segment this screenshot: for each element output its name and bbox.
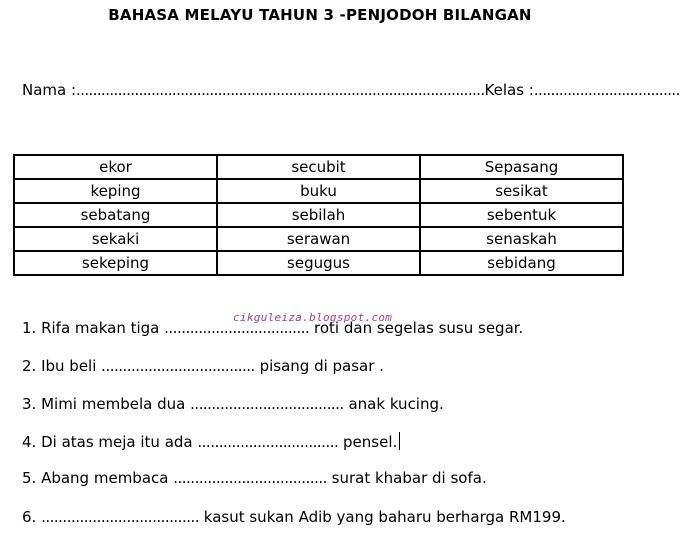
question-text: 4. Di atas meja itu ada bbox=[22, 433, 198, 451]
question-text: 3. Mimi membela dua bbox=[22, 395, 191, 413]
table-cell: buku bbox=[217, 179, 420, 203]
question-text: anak kucing. bbox=[343, 395, 444, 413]
word-bank-table bbox=[13, 154, 624, 276]
question-text: pisang di pasar . bbox=[254, 357, 384, 375]
table-cell: serawan bbox=[217, 227, 420, 251]
table-cell: sebidang bbox=[420, 251, 623, 275]
question-text: kasut sukan Adib yang baharu berharga RM199. bbox=[199, 508, 566, 526]
text-cursor bbox=[399, 432, 400, 450]
worksheet-title: BAHASA MELAYU TAHUN 3 -PENJODOH BILANGAN bbox=[108, 6, 532, 24]
table-cell: senaskah bbox=[420, 227, 623, 251]
blog-watermark: cikguleiza.blogspot.com bbox=[233, 311, 393, 324]
question-4 bbox=[22, 432, 400, 451]
name-blank: .................................................................................................. bbox=[76, 81, 485, 99]
question-1 bbox=[22, 319, 523, 337]
question-text: 2. Ibu beli bbox=[22, 357, 102, 375]
question-text: 6. bbox=[22, 508, 42, 526]
question-2 bbox=[22, 357, 384, 375]
table-cell: sebentuk bbox=[420, 203, 623, 227]
name-class-row bbox=[22, 81, 680, 99]
question-6 bbox=[22, 508, 566, 526]
question-text: 5. Abang membaca bbox=[22, 469, 174, 487]
table-row bbox=[14, 155, 623, 179]
answer-blank: .................................... bbox=[101, 357, 255, 375]
table-row bbox=[14, 251, 623, 275]
question-3 bbox=[22, 395, 444, 413]
table-row bbox=[14, 179, 623, 203]
name-label: Nama : bbox=[22, 81, 77, 99]
table-cell: sebilah bbox=[217, 203, 420, 227]
answer-blank: ..................................... bbox=[41, 508, 200, 526]
table-cell: keping bbox=[14, 179, 217, 203]
question-text: roti dan segelas susu segar. bbox=[309, 319, 524, 337]
answer-blank: .................................... bbox=[173, 469, 327, 487]
answer-blank: .................................. bbox=[164, 319, 310, 337]
class-blank: ................................... bbox=[533, 81, 680, 99]
answer-blank: ................................. bbox=[197, 433, 339, 451]
table-cell: secubit bbox=[217, 155, 420, 179]
table-cell: segugus bbox=[217, 251, 420, 275]
table-row bbox=[14, 203, 623, 227]
table-cell: sekaki bbox=[14, 227, 217, 251]
table-cell: sekeping bbox=[14, 251, 217, 275]
table-cell: sebatang bbox=[14, 203, 217, 227]
question-text: surat khabar di sofa. bbox=[326, 469, 487, 487]
question-text: 1. Rifa makan tiga bbox=[22, 319, 165, 337]
question-text: pensel. bbox=[338, 433, 398, 451]
answer-blank: .................................... bbox=[190, 395, 344, 413]
table-row bbox=[14, 227, 623, 251]
class-label: Kelas : bbox=[484, 81, 534, 99]
table-cell: ekor bbox=[14, 155, 217, 179]
table-cell: Sepasang bbox=[420, 155, 623, 179]
table-cell: sesikat bbox=[420, 179, 623, 203]
question-5 bbox=[22, 469, 487, 487]
